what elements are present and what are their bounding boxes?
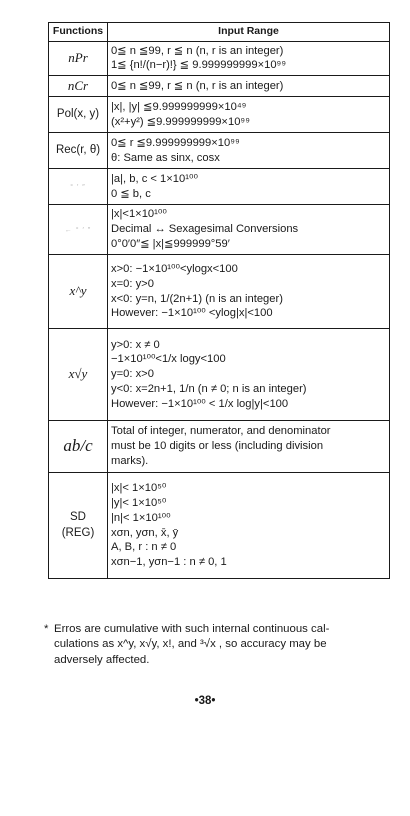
range-line: x<0: y=n, 1/(2n+1) (n is an integer) xyxy=(111,292,283,305)
footnote-line: adversely affected. xyxy=(54,653,150,666)
reg-label: (REG) xyxy=(61,526,95,539)
range-npr xyxy=(108,41,390,75)
range-line: However: −1×10¹⁰⁰ < 1/x log|y|<100 xyxy=(111,397,289,410)
range-power xyxy=(108,255,390,329)
range-line: Decimal ↔ Sexagesimal Conversions xyxy=(111,223,299,236)
function-fraction: ab/c xyxy=(49,421,108,473)
range-line: |a|, b, c < 1×10¹⁰⁰ xyxy=(111,172,198,185)
range-line: |x|, |y| ≦9.999999999×10⁴⁹ xyxy=(111,100,247,113)
range-line: |n|< 1×10¹⁰⁰ xyxy=(111,511,171,524)
range-line: must be 10 digits or less (including division xyxy=(111,440,324,453)
range-line: 0≦ r ≦9.999999999×10⁹⁹ xyxy=(111,136,240,149)
footnote-line: Erros are cumulative with such internal continuous cal- xyxy=(54,623,330,635)
function-dms: ° ′ ″ xyxy=(49,169,108,205)
table-row xyxy=(49,97,390,133)
range-line: y=0: x>0 xyxy=(111,368,154,381)
range-ncr xyxy=(108,75,390,96)
range-line: 1≦ {n!/(n−r)!} ≦ 9.999999999×10⁹⁹ xyxy=(111,59,287,72)
table-header-row xyxy=(49,23,390,42)
range-line: xσn, yσn, x̄, ȳ xyxy=(111,526,179,539)
range-line: marks). xyxy=(111,454,149,467)
sd-label: SD xyxy=(70,511,86,524)
function-npr: nPr xyxy=(49,41,108,75)
function-root: x√y xyxy=(49,329,108,421)
input-range-table xyxy=(48,22,390,579)
table-row xyxy=(49,169,390,205)
range-root xyxy=(108,329,390,421)
range-line: Total of integer, numerator, and denominator xyxy=(111,425,331,438)
range-line: xσn−1, yσn−1 : n ≠ 0, 1 xyxy=(111,556,227,569)
range-rec xyxy=(108,133,390,169)
range-line: −1×10¹⁰⁰<1/x logy<100 xyxy=(111,353,226,366)
range-line: 0 ≦ b, c xyxy=(111,187,151,200)
range-fraction xyxy=(108,421,390,473)
table-row xyxy=(49,133,390,169)
range-line: (x²+y²) ≦9.999999999×10⁹⁹ xyxy=(111,115,250,128)
footnote-mark: * xyxy=(44,623,49,635)
range-line: 0≦ n ≦99, r ≦ n (n, r is an integer) xyxy=(111,44,284,57)
range-line: y<0: x=2n+1, 1/n (n ≠ 0; n is an integer) xyxy=(111,382,307,395)
table-row xyxy=(49,329,390,421)
footnote xyxy=(46,622,392,668)
footnote-line: culations as x^y, x√y, x!, and ³√x , so accuracy may be xyxy=(54,638,327,651)
range-line: x>0: −1×10¹⁰⁰<ylogx<100 xyxy=(111,262,238,275)
table-row xyxy=(49,205,390,255)
table-row xyxy=(49,421,390,473)
range-dms xyxy=(108,169,390,205)
range-line: |x|<1×10¹⁰⁰ xyxy=(111,208,167,221)
table-row xyxy=(49,75,390,96)
function-power: x^y xyxy=(49,255,108,329)
range-line: y>0: x ≠ 0 xyxy=(111,338,160,351)
range-pol xyxy=(108,97,390,133)
function-pol: Pol(x, y) xyxy=(49,97,108,133)
input-range-header: Input Range xyxy=(108,23,390,42)
range-line: x=0: y>0 xyxy=(111,277,154,290)
range-line: |y|< 1×10⁵⁰ xyxy=(111,496,167,509)
range-line: |x|< 1×10⁵⁰ xyxy=(111,482,167,495)
page-number: •38• xyxy=(194,695,216,707)
table-row xyxy=(49,41,390,75)
range-line: A, B, r : n ≠ 0 xyxy=(111,541,177,554)
range-line: However: −1×10¹⁰⁰ <ylog|x|<100 xyxy=(111,307,273,320)
function-sd-reg xyxy=(49,473,108,579)
range-line: 0≦ n ≦99, r ≦ n (n, r is an integer) xyxy=(111,79,284,92)
range-sd-reg xyxy=(108,473,390,579)
function-ncr: nCr xyxy=(49,75,108,96)
range-line: 0°0′0″≦ |x|≦999999°59′ xyxy=(111,237,230,250)
functions-header: Functions xyxy=(49,23,108,42)
function-rec: Rec(r, θ) xyxy=(49,133,108,169)
table-row xyxy=(49,473,390,579)
range-line: θ: Same as sinx, cosx xyxy=(111,151,220,164)
range-reverse-dms xyxy=(108,205,390,255)
function-reverse-dms: ← ° ′ ″ xyxy=(49,205,108,255)
table-row xyxy=(49,255,390,329)
